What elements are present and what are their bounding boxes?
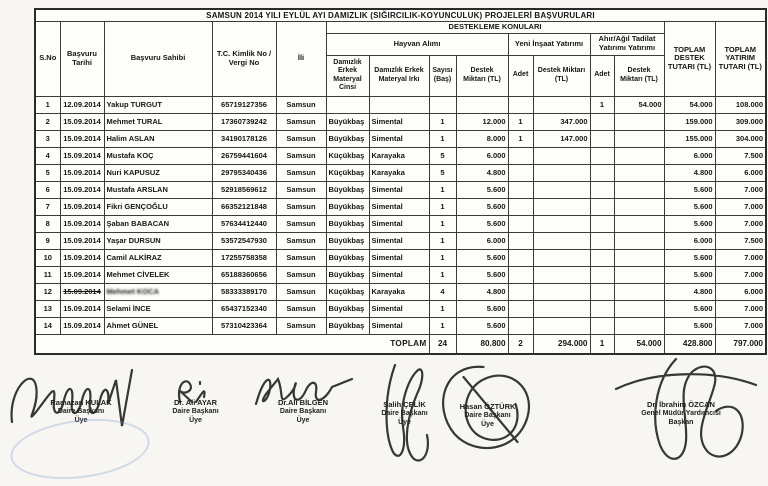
signature-block bbox=[596, 352, 766, 428]
cell-tadilat-adet bbox=[590, 317, 614, 334]
cell-toplam-yatirim: 7.000 bbox=[715, 198, 766, 215]
cell-il: Samsun bbox=[276, 181, 326, 198]
cell-toplam-yatirim: 6.000 bbox=[715, 283, 766, 300]
cell-sahibi: Camil ALKİRAZ bbox=[104, 249, 212, 266]
col-header-destek-miktari-1: Destek Miktarı (TL) bbox=[456, 55, 508, 96]
table-row bbox=[35, 164, 766, 181]
cell-sayisi: 5 bbox=[429, 164, 456, 181]
cell-sayisi: 1 bbox=[429, 130, 456, 147]
cell-il: Samsun bbox=[276, 232, 326, 249]
cell-toplam-destek: 6.000 bbox=[664, 147, 715, 164]
cell-insaat-destek: 147.000 bbox=[533, 130, 590, 147]
cell-tc: 65188360656 bbox=[212, 266, 276, 283]
signature-name: Dr. Ali AYAR bbox=[173, 398, 218, 407]
cell-no: 9 bbox=[35, 232, 60, 249]
signature-role: Üye bbox=[481, 421, 494, 429]
cell-tc: 53572547930 bbox=[212, 232, 276, 249]
signature-name: Ramazan KULAK bbox=[50, 398, 112, 407]
col-header-destek-miktari-3: Destek Miktarı (TL) bbox=[614, 55, 664, 96]
cell-cinsi: Küçükbaş bbox=[326, 164, 369, 181]
cell-insaat-destek bbox=[533, 147, 590, 164]
cell-insaat-destek: 347.000 bbox=[533, 113, 590, 130]
cell-irki: Simental bbox=[369, 232, 429, 249]
cell-insaat-adet bbox=[508, 283, 533, 300]
cell-toplam-destek: 5.600 bbox=[664, 266, 715, 283]
signature-title: Daire Başkanı bbox=[279, 408, 327, 415]
cell-tadilat-adet bbox=[590, 266, 614, 283]
cell-destek bbox=[456, 96, 508, 113]
cell-il: Samsun bbox=[276, 283, 326, 300]
signature-name: Dr. İbrahim ÖZCAN bbox=[647, 400, 715, 409]
cell-tadilat-destek bbox=[614, 283, 664, 300]
total-tadilat-destek: 54.000 bbox=[614, 334, 664, 354]
cell-tarih: 15.09.2014 bbox=[60, 249, 104, 266]
cell-insaat-adet bbox=[508, 232, 533, 249]
col-header-basvuru-sahibi: Başvuru Sahibi bbox=[104, 21, 212, 96]
table-row bbox=[35, 232, 766, 249]
cell-insaat-destek bbox=[533, 198, 590, 215]
cell-tarih: 15.09.2014 bbox=[60, 215, 104, 232]
cell-insaat-adet bbox=[508, 300, 533, 317]
cell-destek: 5.600 bbox=[456, 300, 508, 317]
cell-toplam-yatirim: 7.000 bbox=[715, 300, 766, 317]
cell-insaat-adet bbox=[508, 198, 533, 215]
cell-tc: 57634412440 bbox=[212, 215, 276, 232]
cell-toplam-yatirim: 7.000 bbox=[715, 249, 766, 266]
cell-il: Samsun bbox=[276, 198, 326, 215]
cell-sayisi: 1 bbox=[429, 198, 456, 215]
cell-irki: Simental bbox=[369, 300, 429, 317]
cell-sahibi: Ahmet GÜNEL bbox=[104, 317, 212, 334]
cell-no: 14 bbox=[35, 317, 60, 334]
cell-insaat-destek bbox=[533, 300, 590, 317]
cell-tadilat-destek bbox=[614, 266, 664, 283]
cell-no: 11 bbox=[35, 266, 60, 283]
document-title: SAMSUN 2014 YILI EYLÜL AYI DAMIZLIK (SIĞIRCILIK-KOYUNCULUK) PROJELERİ BAŞVURULARI bbox=[35, 9, 766, 21]
group-header-destekleme-konulari: DESTEKLEME KONULARI bbox=[326, 21, 664, 33]
cell-insaat-destek bbox=[533, 215, 590, 232]
cell-sahibi: Yaşar DURSUN bbox=[104, 232, 212, 249]
cell-tarih: 15.09.2014 bbox=[60, 181, 104, 198]
table-row bbox=[35, 113, 766, 130]
col-header-toplam-yatirim: TOPLAM YATIRIM TUTARI (TL) bbox=[715, 21, 766, 96]
cell-tadilat-adet bbox=[590, 198, 614, 215]
total-sayisi: 24 bbox=[429, 334, 456, 354]
cell-tarih: 15.09.2014 bbox=[60, 164, 104, 181]
cell-tadilat-destek bbox=[614, 113, 664, 130]
cell-toplam-destek: 6.000 bbox=[664, 232, 715, 249]
cell-insaat-destek bbox=[533, 164, 590, 181]
cell-destek: 12.000 bbox=[456, 113, 508, 130]
cell-tarih: 15.09.2014 bbox=[60, 198, 104, 215]
cell-toplam-yatirim: 7.000 bbox=[715, 317, 766, 334]
header-row-destekleme bbox=[35, 21, 766, 33]
signature-role: Üye bbox=[296, 417, 310, 425]
cell-destek: 8.000 bbox=[456, 130, 508, 147]
cell-irki: Karayaka bbox=[369, 283, 429, 300]
cell-insaat-adet bbox=[508, 164, 533, 181]
cell-il: Samsun bbox=[276, 96, 326, 113]
cell-tadilat-adet bbox=[590, 249, 614, 266]
signature-role: Başkan bbox=[668, 419, 694, 427]
cell-tadilat-adet bbox=[590, 181, 614, 198]
cell-tc: 58333389170 bbox=[212, 283, 276, 300]
cell-toplam-destek: 4.800 bbox=[664, 283, 715, 300]
cell-insaat-adet bbox=[508, 215, 533, 232]
cell-tadilat-adet bbox=[590, 164, 614, 181]
cell-tc: 66352121848 bbox=[212, 198, 276, 215]
cell-tarih: 15.09.2014 bbox=[60, 130, 104, 147]
cell-insaat-destek bbox=[533, 283, 590, 300]
cell-destek: 5.600 bbox=[456, 249, 508, 266]
cell-destek: 5.600 bbox=[456, 266, 508, 283]
col-header-tc-no: T.C. Kimlik No / Vergi No bbox=[212, 21, 276, 96]
group-header-ahir-agil: Ahır/Ağıl Tadilat Yatırımı Yatırımı bbox=[590, 33, 664, 55]
cell-toplam-destek: 4.800 bbox=[664, 164, 715, 181]
cell-toplam-destek: 5.600 bbox=[664, 181, 715, 198]
cell-tarih: 12.09.2014 bbox=[60, 96, 104, 113]
cell-sahibi: Yakup TURGUT bbox=[104, 96, 212, 113]
cell-insaat-destek bbox=[533, 181, 590, 198]
col-header-materyal-irki: Damızlık Erkek Materyal Irkı bbox=[369, 55, 429, 96]
cell-tadilat-adet bbox=[590, 147, 614, 164]
cell-no: 12 bbox=[35, 283, 60, 300]
signature-role: Üye bbox=[189, 417, 202, 425]
col-header-materyal-cinsi: Damızlık Erkek Materyal Cinsi bbox=[326, 55, 369, 96]
cell-tc: 26759441604 bbox=[212, 147, 276, 164]
cell-toplam-destek: 5.600 bbox=[664, 198, 715, 215]
cell-sahibi: Mustafa KOÇ bbox=[104, 147, 212, 164]
cell-no: 6 bbox=[35, 181, 60, 198]
group-header-hayvan-alimi: Hayvan Alımı bbox=[326, 33, 508, 55]
table-row bbox=[35, 181, 766, 198]
signature-name: Dr.Ali BİLGEN bbox=[277, 398, 328, 407]
cell-irki: Simental bbox=[369, 113, 429, 130]
cell-insaat-adet bbox=[508, 147, 533, 164]
cell-cinsi bbox=[326, 96, 369, 113]
signature-title: Daire Başkanı bbox=[381, 410, 428, 417]
signature-name: Salih ÇELİK bbox=[383, 400, 426, 409]
total-toplam-destek: 428.800 bbox=[664, 334, 715, 354]
cell-toplam-destek: 5.600 bbox=[664, 215, 715, 232]
signature-name: Hasan ÖZTÜRK bbox=[459, 402, 516, 411]
cell-sahibi: Selami İNCE bbox=[104, 300, 212, 317]
cell-cinsi: Büyükbaş bbox=[326, 266, 369, 283]
cell-toplam-destek: 159.000 bbox=[664, 113, 715, 130]
cell-tadilat-destek bbox=[614, 317, 664, 334]
table-row bbox=[35, 215, 766, 232]
table-row bbox=[35, 300, 766, 317]
cell-no: 10 bbox=[35, 249, 60, 266]
cell-tadilat-adet: 1 bbox=[590, 96, 614, 113]
cell-tc: 34190178126 bbox=[212, 130, 276, 147]
signature-block bbox=[6, 360, 156, 426]
table-title-row bbox=[35, 9, 766, 21]
cell-toplam-destek: 5.600 bbox=[664, 300, 715, 317]
cell-insaat-adet bbox=[508, 249, 533, 266]
cell-toplam-yatirim: 7.500 bbox=[715, 232, 766, 249]
cell-insaat-destek bbox=[533, 232, 590, 249]
cell-destek: 4.800 bbox=[456, 164, 508, 181]
cell-cinsi: Büyükbaş bbox=[326, 232, 369, 249]
col-header-toplam-destek: TOPLAM DESTEK TUTARI (TL) bbox=[664, 21, 715, 96]
cell-insaat-destek bbox=[533, 96, 590, 113]
cell-cinsi: Büyükbaş bbox=[326, 300, 369, 317]
cell-cinsi: Büyükbaş bbox=[326, 249, 369, 266]
signature-title: Daire Başkanı bbox=[57, 408, 105, 415]
cell-sayisi: 1 bbox=[429, 249, 456, 266]
total-destek: 80.800 bbox=[456, 334, 508, 354]
cell-tc: 65437152340 bbox=[212, 300, 276, 317]
cell-sayisi bbox=[429, 96, 456, 113]
cell-cinsi: Küçükbaş bbox=[326, 283, 369, 300]
cell-sahibi: Mehmet CİVELEK bbox=[104, 266, 212, 283]
cell-destek: 5.600 bbox=[456, 181, 508, 198]
cell-irki: Karayaka bbox=[369, 164, 429, 181]
col-header-adet-2: Adet bbox=[590, 55, 614, 96]
table-row bbox=[35, 130, 766, 147]
cell-sayisi: 1 bbox=[429, 113, 456, 130]
cell-insaat-adet bbox=[508, 317, 533, 334]
cell-sayisi: 5 bbox=[429, 147, 456, 164]
cell-irki: Simental bbox=[369, 249, 429, 266]
cell-sayisi: 1 bbox=[429, 317, 456, 334]
cell-no: 8 bbox=[35, 215, 60, 232]
total-insaat-destek: 294.000 bbox=[533, 334, 590, 354]
cell-cinsi: Büyükbaş bbox=[326, 181, 369, 198]
cell-toplam-yatirim: 6.000 bbox=[715, 164, 766, 181]
cell-cinsi: Büyükbaş bbox=[326, 130, 369, 147]
cell-tc: 57310423364 bbox=[212, 317, 276, 334]
total-toplam-yatirim: 797.000 bbox=[715, 334, 766, 354]
cell-il: Samsun bbox=[276, 317, 326, 334]
cell-sahibi: Nuri KAPUSUZ bbox=[104, 164, 212, 181]
signature-title: Daire Başkanı bbox=[172, 408, 219, 415]
cell-toplam-yatirim: 7.500 bbox=[715, 147, 766, 164]
cell-tadilat-adet bbox=[590, 215, 614, 232]
group-header-yeni-insaat: Yeni İnşaat Yatırımı bbox=[508, 33, 590, 55]
cell-no: 2 bbox=[35, 113, 60, 130]
cell-tarih: 15.09.2014 bbox=[60, 317, 104, 334]
cell-irki: Simental bbox=[369, 130, 429, 147]
cell-il: Samsun bbox=[276, 113, 326, 130]
col-header-sayisi: Sayısı (Baş) bbox=[429, 55, 456, 96]
cell-insaat-adet bbox=[508, 96, 533, 113]
total-tadilat-adet: 1 bbox=[590, 334, 614, 354]
total-label: TOPLAM bbox=[35, 334, 429, 354]
cell-destek: 6.000 bbox=[456, 232, 508, 249]
cell-tadilat-destek bbox=[614, 164, 664, 181]
cell-irki: Simental bbox=[369, 266, 429, 283]
cell-insaat-destek bbox=[533, 266, 590, 283]
cell-il: Samsun bbox=[276, 147, 326, 164]
cell-sayisi: 1 bbox=[429, 232, 456, 249]
col-header-adet-1: Adet bbox=[508, 55, 533, 96]
signature-title: Genel Müdür Yardımcısı bbox=[641, 410, 721, 417]
cell-sayisi: 4 bbox=[429, 283, 456, 300]
cell-il: Samsun bbox=[276, 215, 326, 232]
cell-tadilat-adet bbox=[590, 283, 614, 300]
cell-toplam-destek: 5.600 bbox=[664, 317, 715, 334]
cell-insaat-adet: 1 bbox=[508, 113, 533, 130]
cell-no: 3 bbox=[35, 130, 60, 147]
cell-irki: Karayaka bbox=[369, 147, 429, 164]
table-row bbox=[35, 96, 766, 113]
cell-tadilat-destek: 54.000 bbox=[614, 96, 664, 113]
cell-tadilat-adet bbox=[590, 130, 614, 147]
cell-tarih: 15.09.2014 bbox=[60, 232, 104, 249]
table-row bbox=[35, 317, 766, 334]
cell-insaat-destek bbox=[533, 317, 590, 334]
cell-cinsi: Büyükbaş bbox=[326, 317, 369, 334]
cell-irki bbox=[369, 96, 429, 113]
applications-table bbox=[34, 8, 767, 355]
table-row bbox=[35, 283, 766, 300]
table-row bbox=[35, 266, 766, 283]
cell-cinsi: Büyükbaş bbox=[326, 215, 369, 232]
cell-sahibi: Mehmet TURAL bbox=[104, 113, 212, 130]
cell-destek: 5.600 bbox=[456, 215, 508, 232]
cell-tadilat-destek bbox=[614, 181, 664, 198]
cell-no: 1 bbox=[35, 96, 60, 113]
cell-insaat-destek bbox=[533, 249, 590, 266]
cell-toplam-yatirim: 309.000 bbox=[715, 113, 766, 130]
signature-block bbox=[148, 372, 243, 426]
cell-tadilat-destek bbox=[614, 232, 664, 249]
cell-irki: Simental bbox=[369, 198, 429, 215]
signature-title: Daire Başkanı bbox=[464, 412, 511, 419]
cell-tadilat-destek bbox=[614, 249, 664, 266]
cell-tadilat-adet bbox=[590, 300, 614, 317]
cell-sahibi: Fikri GENÇOĞLU bbox=[104, 198, 212, 215]
cell-toplam-yatirim: 304.000 bbox=[715, 130, 766, 147]
cell-tadilat-destek bbox=[614, 215, 664, 232]
cell-tarih: 15.09.2014 bbox=[60, 283, 104, 300]
cell-irki: Simental bbox=[369, 181, 429, 198]
col-header-il: İli bbox=[276, 21, 326, 96]
cell-sahibi: Halim ASLAN bbox=[104, 130, 212, 147]
cell-insaat-adet: 1 bbox=[508, 130, 533, 147]
cell-sahibi: Mustafa ARSLAN bbox=[104, 181, 212, 198]
cell-destek: 6.000 bbox=[456, 147, 508, 164]
col-header-sno: S.No bbox=[35, 21, 60, 96]
cell-tadilat-adet bbox=[590, 232, 614, 249]
cell-cinsi: Büyükbaş bbox=[326, 198, 369, 215]
cell-il: Samsun bbox=[276, 164, 326, 181]
cell-cinsi: Küçükbaş bbox=[326, 147, 369, 164]
cell-il: Samsun bbox=[276, 300, 326, 317]
cell-toplam-yatirim: 7.000 bbox=[715, 266, 766, 283]
cell-sayisi: 1 bbox=[429, 215, 456, 232]
signature-role: Üye bbox=[398, 419, 411, 427]
cell-toplam-destek: 155.000 bbox=[664, 130, 715, 147]
cell-sahibi: Mehmet KOCA bbox=[104, 283, 212, 300]
cell-insaat-adet bbox=[508, 181, 533, 198]
cell-tarih: 15.09.2014 bbox=[60, 266, 104, 283]
cell-sahibi: Şaban BABACAN bbox=[104, 215, 212, 232]
cell-tadilat-destek bbox=[614, 147, 664, 164]
cell-no: 7 bbox=[35, 198, 60, 215]
signature-block bbox=[248, 366, 358, 426]
cell-toplam-destek: 54.000 bbox=[664, 96, 715, 113]
cell-tc: 65719127356 bbox=[212, 96, 276, 113]
total-row bbox=[35, 334, 766, 354]
cell-sayisi: 1 bbox=[429, 266, 456, 283]
table-row bbox=[35, 249, 766, 266]
col-header-basvuru-tarihi: Başvuru Tarihi bbox=[60, 21, 104, 96]
table-row bbox=[35, 147, 766, 164]
cell-toplam-yatirim: 7.000 bbox=[715, 181, 766, 198]
col-header-destek-miktari-2: Destek Miktarı (TL) bbox=[533, 55, 590, 96]
cell-tc: 17255758358 bbox=[212, 249, 276, 266]
cell-toplam-yatirim: 108.000 bbox=[715, 96, 766, 113]
cell-insaat-adet bbox=[508, 266, 533, 283]
cell-destek: 5.600 bbox=[456, 198, 508, 215]
signature-role: Üye bbox=[74, 417, 88, 425]
cell-irki: Simental bbox=[369, 215, 429, 232]
cell-tc: 17360739242 bbox=[212, 113, 276, 130]
cell-cinsi: Büyükbaş bbox=[326, 113, 369, 130]
cell-tadilat-adet bbox=[590, 113, 614, 130]
cell-tadilat-destek bbox=[614, 130, 664, 147]
signature-block bbox=[430, 358, 545, 430]
cell-destek: 5.600 bbox=[456, 317, 508, 334]
cell-toplam-destek: 5.600 bbox=[664, 249, 715, 266]
cell-sayisi: 1 bbox=[429, 300, 456, 317]
cell-tadilat-destek bbox=[614, 300, 664, 317]
cell-tarih: 15.09.2014 bbox=[60, 147, 104, 164]
cell-no: 5 bbox=[35, 164, 60, 181]
cell-tarih: 15.09.2014 bbox=[60, 300, 104, 317]
cell-irki: Simental bbox=[369, 317, 429, 334]
total-insaat-adet: 2 bbox=[508, 334, 533, 354]
cell-il: Samsun bbox=[276, 266, 326, 283]
cell-tc: 52918569612 bbox=[212, 181, 276, 198]
cell-sayisi: 1 bbox=[429, 181, 456, 198]
table-row bbox=[35, 198, 766, 215]
cell-il: Samsun bbox=[276, 249, 326, 266]
cell-tadilat-destek bbox=[614, 198, 664, 215]
cell-toplam-yatirim: 7.000 bbox=[715, 215, 766, 232]
cell-il: Samsun bbox=[276, 130, 326, 147]
cell-destek: 4.800 bbox=[456, 283, 508, 300]
cell-no: 4 bbox=[35, 147, 60, 164]
cell-no: 13 bbox=[35, 300, 60, 317]
cell-tarih: 15.09.2014 bbox=[60, 113, 104, 130]
cell-tc: 29795340436 bbox=[212, 164, 276, 181]
